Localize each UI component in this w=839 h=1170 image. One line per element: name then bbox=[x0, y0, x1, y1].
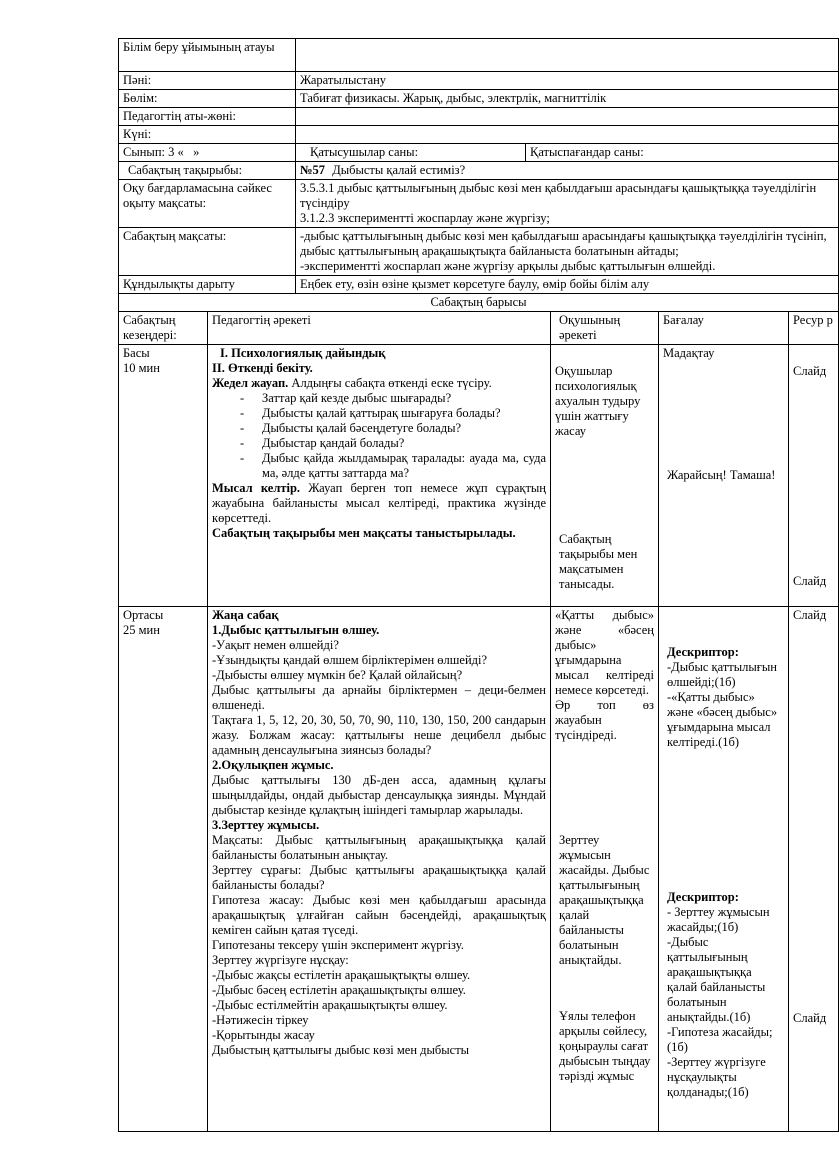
start-heading-2: ІІ. Өткенді бекіту. bbox=[212, 361, 313, 375]
start-assessment-cell bbox=[659, 345, 789, 607]
start-time: 10 мин bbox=[123, 361, 160, 375]
progress-title: Сабақтың барысы bbox=[119, 294, 839, 312]
values-value: Еңбек ету, өзін өзіне қызмет көрсетуге баулу, өмір бойы білім алу bbox=[296, 276, 839, 294]
start-example-label: Мысал келтір. bbox=[212, 481, 301, 495]
progress-table bbox=[118, 311, 839, 1132]
section-label: Бөлім: bbox=[119, 90, 296, 108]
middle-student-4: Ұялы телефон арқылы сөйлесу, қоңыраулы сағат дыбысын тыңдау тәрізді жұмыс bbox=[559, 1009, 651, 1083]
class-label: Сынып: 3 « » bbox=[119, 144, 296, 162]
objective-2: 3.1.2.3 экспериментті жоспарлау және жүргізу; bbox=[300, 211, 550, 225]
start-stage: Басы bbox=[123, 346, 150, 360]
middle-step: -Дыбыс бәсең естілетін арақашықтықты өлшеу. bbox=[212, 983, 466, 997]
middle-p3: Дыбыс қаттылығы 130 дБ-ден асса, адамның құлағы шыңылдайды, ондай дыбыстар денсаулыққа зиянды. Мұндай дыбыстар кезінде құлақтың ішіндегі тамырлар жарылады. bbox=[212, 773, 546, 817]
topic-cell bbox=[296, 162, 839, 180]
start-assess-2: Жарайсың! Тамаша! bbox=[667, 468, 776, 482]
middle-time: 25 мин bbox=[123, 623, 160, 637]
middle-student-2: Әр топ өз жауабын түсіндіреді. bbox=[555, 698, 654, 742]
values-label: Құндылықты дарыту bbox=[119, 276, 296, 294]
start-reply-text: Алдыңғы сабақта өткенді еске түсіру. bbox=[291, 376, 492, 390]
start-student-2: Сабақтың тақырыбы мен мақсатымен танысады. bbox=[559, 532, 638, 591]
middle-guide: Зерттеу жүргізуге нұсқау: bbox=[212, 953, 349, 967]
middle-aim-label: Мақсаты: bbox=[212, 833, 263, 847]
list-item: - Заттар қай кезде дыбыс шығарады? bbox=[226, 391, 546, 406]
col-stage: Сабақтың кезеңдері: bbox=[119, 312, 208, 345]
middle-aim-text: Дыбыс қаттылығының арақашықтыққа қалай байланысты болатынын анықтау. bbox=[212, 833, 546, 862]
date-value bbox=[296, 126, 839, 144]
start-reply-label: Жедел жауап. bbox=[212, 376, 289, 390]
goals-cell bbox=[296, 228, 839, 276]
start-resources-cell bbox=[789, 345, 839, 607]
start-intro: Сабақтың тақырыбы мен мақсаты таныстырылады. bbox=[212, 526, 516, 540]
middle-teacher-cell bbox=[208, 607, 551, 1132]
middle-research-question: Зерттеу сұрағы: Дыбыс қаттылығы арақашықтыққа қалай байланысты болады? bbox=[212, 863, 546, 892]
subject-label: Пәні: bbox=[119, 72, 296, 90]
middle-step: -Нәтижесін тіркеу bbox=[212, 1013, 309, 1027]
objectives-cell bbox=[296, 180, 839, 228]
absent-label: Қатыспағандар саны: bbox=[526, 144, 839, 162]
teacher-value bbox=[296, 108, 839, 126]
middle-student-cell bbox=[551, 607, 659, 1132]
middle-res-1: Слайд bbox=[793, 608, 827, 622]
middle-new-lesson: Жаңа сабақ bbox=[212, 608, 279, 622]
teacher-label: Педагогтің аты-жөні: bbox=[119, 108, 296, 126]
middle-test: Гипотезаны тексеру үшін эксперимент жүргізу. bbox=[212, 938, 464, 952]
middle-desc-label-2: Дескриптор: bbox=[667, 890, 739, 904]
list-item: - Дыбыстар қандай болады? bbox=[226, 436, 546, 451]
middle-desc-block-2 bbox=[667, 890, 784, 1100]
list-item: - Дыбыс қайда жылдамырақ таралады: ауада ма, суда ма, әлде қатты заттарда ма? bbox=[226, 451, 546, 481]
middle-p2: Тақтаға 1, 5, 12, 20, 30, 50, 70, 90, 110, 130, 150, 200 сандарын жазу. Болжам жасау: қаттылығы неше децибелл дыбыс адамның денсаулығына зиянсыз болады? bbox=[212, 713, 546, 757]
date-label: Күні: bbox=[119, 126, 296, 144]
middle-student-3: Зерттеу жұмысын жасайды. Дыбыс қаттылығының арақашықтыққа қалай байланысты болатынын анықтайды. bbox=[559, 833, 650, 967]
col-teacher: Педагогтің әрекеті bbox=[208, 312, 551, 345]
col-resources: Ресур р bbox=[789, 312, 839, 345]
middle-last-line: Дыбыстың қаттылығы дыбыс көзі мен дыбысты bbox=[212, 1043, 470, 1057]
middle-assessment-cell bbox=[659, 607, 789, 1132]
topic-number: №57 bbox=[300, 163, 326, 177]
present-label: Қатысушылар саны: bbox=[296, 144, 526, 162]
middle-q3: -Дыбысты өлшеу мүмкін бе? Қалай ойлайсың? bbox=[212, 668, 463, 682]
col-student: Оқушының әрекеті bbox=[551, 312, 659, 345]
middle-desc-1: -Дыбыс қаттылығын өлшейді;(1б) -«Қатты дыбыс» және «бәсең дыбыс» ұғымдарына мысал келтіреді.(1б) bbox=[667, 660, 778, 749]
goals-label: Сабақтың мақсаты: bbox=[119, 228, 296, 276]
middle-desc-label-1: Дескриптор: bbox=[667, 645, 739, 659]
goal-1: -дыбыс қаттылығының дыбыс көзі мен қабылдағыш арасындағы қашықтыққа тәуелділігін түсініп, дыбыс қаттылығының арақашықтықта байланыста болатынын айтады; bbox=[300, 229, 827, 258]
list-item: - Дыбысты қалай бәсеңдетуге болады? bbox=[226, 421, 546, 436]
objective-1: 3.5.3.1 дыбыс қаттылығының дыбыс көзі мен қабылдағыш арасындағы қашықтыққа тәуелділігін түсіндіру bbox=[300, 181, 817, 210]
start-student-1: Оқушылар психологиялық ахуалын тудыру үшін жаттығу жасау bbox=[555, 364, 641, 438]
start-student-cell bbox=[551, 345, 659, 607]
org-label: Білім беру ұйымының атауы bbox=[119, 39, 296, 72]
middle-stage: Ортасы bbox=[123, 608, 164, 622]
start-example-text: Жауап берген топ немесе жұп сұрақтың жауабына байланысты мысал келтіреді, практика жүзінде көрсеттеді. bbox=[212, 481, 546, 525]
middle-res-2: Слайд bbox=[793, 1011, 827, 1025]
section-value: Табиғат физикасы. Жарық, дыбыс, электрлік, магниттілік bbox=[296, 90, 839, 108]
middle-stage-cell bbox=[119, 607, 208, 1132]
start-reply bbox=[212, 376, 546, 391]
middle-resources-cell bbox=[789, 607, 839, 1132]
objectives-label: Оқу бағдарламасына сәйкес оқыту мақсаты: bbox=[119, 180, 296, 228]
middle-aim bbox=[212, 833, 546, 863]
middle-step: -Дыбыс жақсы естілетін арақашықтықты өлшеу. bbox=[212, 968, 471, 982]
middle-q1: -Уақыт немен өлшейді? bbox=[212, 638, 339, 652]
middle-step: -Қорытынды жасау bbox=[212, 1028, 315, 1042]
middle-sec2: 2.Оқулықпен жұмыс. bbox=[212, 758, 334, 772]
start-assess-1: Мадақтау bbox=[663, 346, 715, 360]
middle-sec1: 1.Дыбыс қаттылығын өлшеу. bbox=[212, 623, 380, 637]
middle-sec3: 3.Зерттеу жұмысы. bbox=[212, 818, 320, 832]
start-heading-1: I. Психологиялық дайындық bbox=[220, 346, 386, 360]
header-table bbox=[118, 38, 839, 312]
start-teacher-cell bbox=[208, 345, 551, 607]
lesson-plan-table bbox=[118, 38, 838, 1132]
start-res-1: Слайд bbox=[793, 364, 827, 378]
topic-label: Сабақтың тақырыбы: bbox=[119, 162, 296, 180]
middle-student-1: «Қатты дыбыс» және «бәсең дыбыс» ұғымдарына мысал келтіреді немесе көрсетеді. bbox=[555, 608, 654, 697]
middle-q2: -Ұзындықты қандай өлшем бірліктерімен өлшейді? bbox=[212, 653, 488, 667]
subject-value: Жаратылыстану bbox=[296, 72, 839, 90]
org-value bbox=[296, 39, 839, 72]
start-question-list bbox=[212, 391, 546, 481]
middle-p1: Дыбыс қаттылығы да арнайы бірліктермен – деци-белмен өлшенеді. bbox=[212, 683, 546, 712]
list-item: - Дыбысты қалай қаттырақ шығаруға болады? bbox=[226, 406, 546, 421]
middle-step: -Дыбыс естілмейтін арақашықтықты өлшеу. bbox=[212, 998, 448, 1012]
topic-value: Дыбысты қалай естиміз? bbox=[332, 163, 466, 177]
middle-hypothesis: Гипотеза жасау: Дыбыс көзі мен қабылдағыш арасында арақашықтық ұлғайған сайын бәсеңдейді, арақашықтық кеміген сайын қатая түседі. bbox=[212, 893, 546, 937]
middle-desc-2: - Зерттеу жұмысын жасайды;(1б) -Дыбыс қаттылығының арақашықтыққа қалай байланысты болатынын анықтайды.(1б) -Гипотеза жасайды;(1б) -Зерттеу жүргізуге нұсқаулықты қолданады;(1б) bbox=[667, 905, 773, 1099]
start-res-2: Слайд bbox=[793, 574, 827, 588]
middle-desc-block-1 bbox=[667, 645, 784, 750]
goal-2: -экспериментті жоспарлап және жүргізу арқылы дыбыс қаттылығын өлшейді. bbox=[300, 259, 716, 273]
start-example bbox=[212, 481, 546, 526]
start-stage-cell bbox=[119, 345, 208, 607]
col-assessment: Бағалау bbox=[659, 312, 789, 345]
